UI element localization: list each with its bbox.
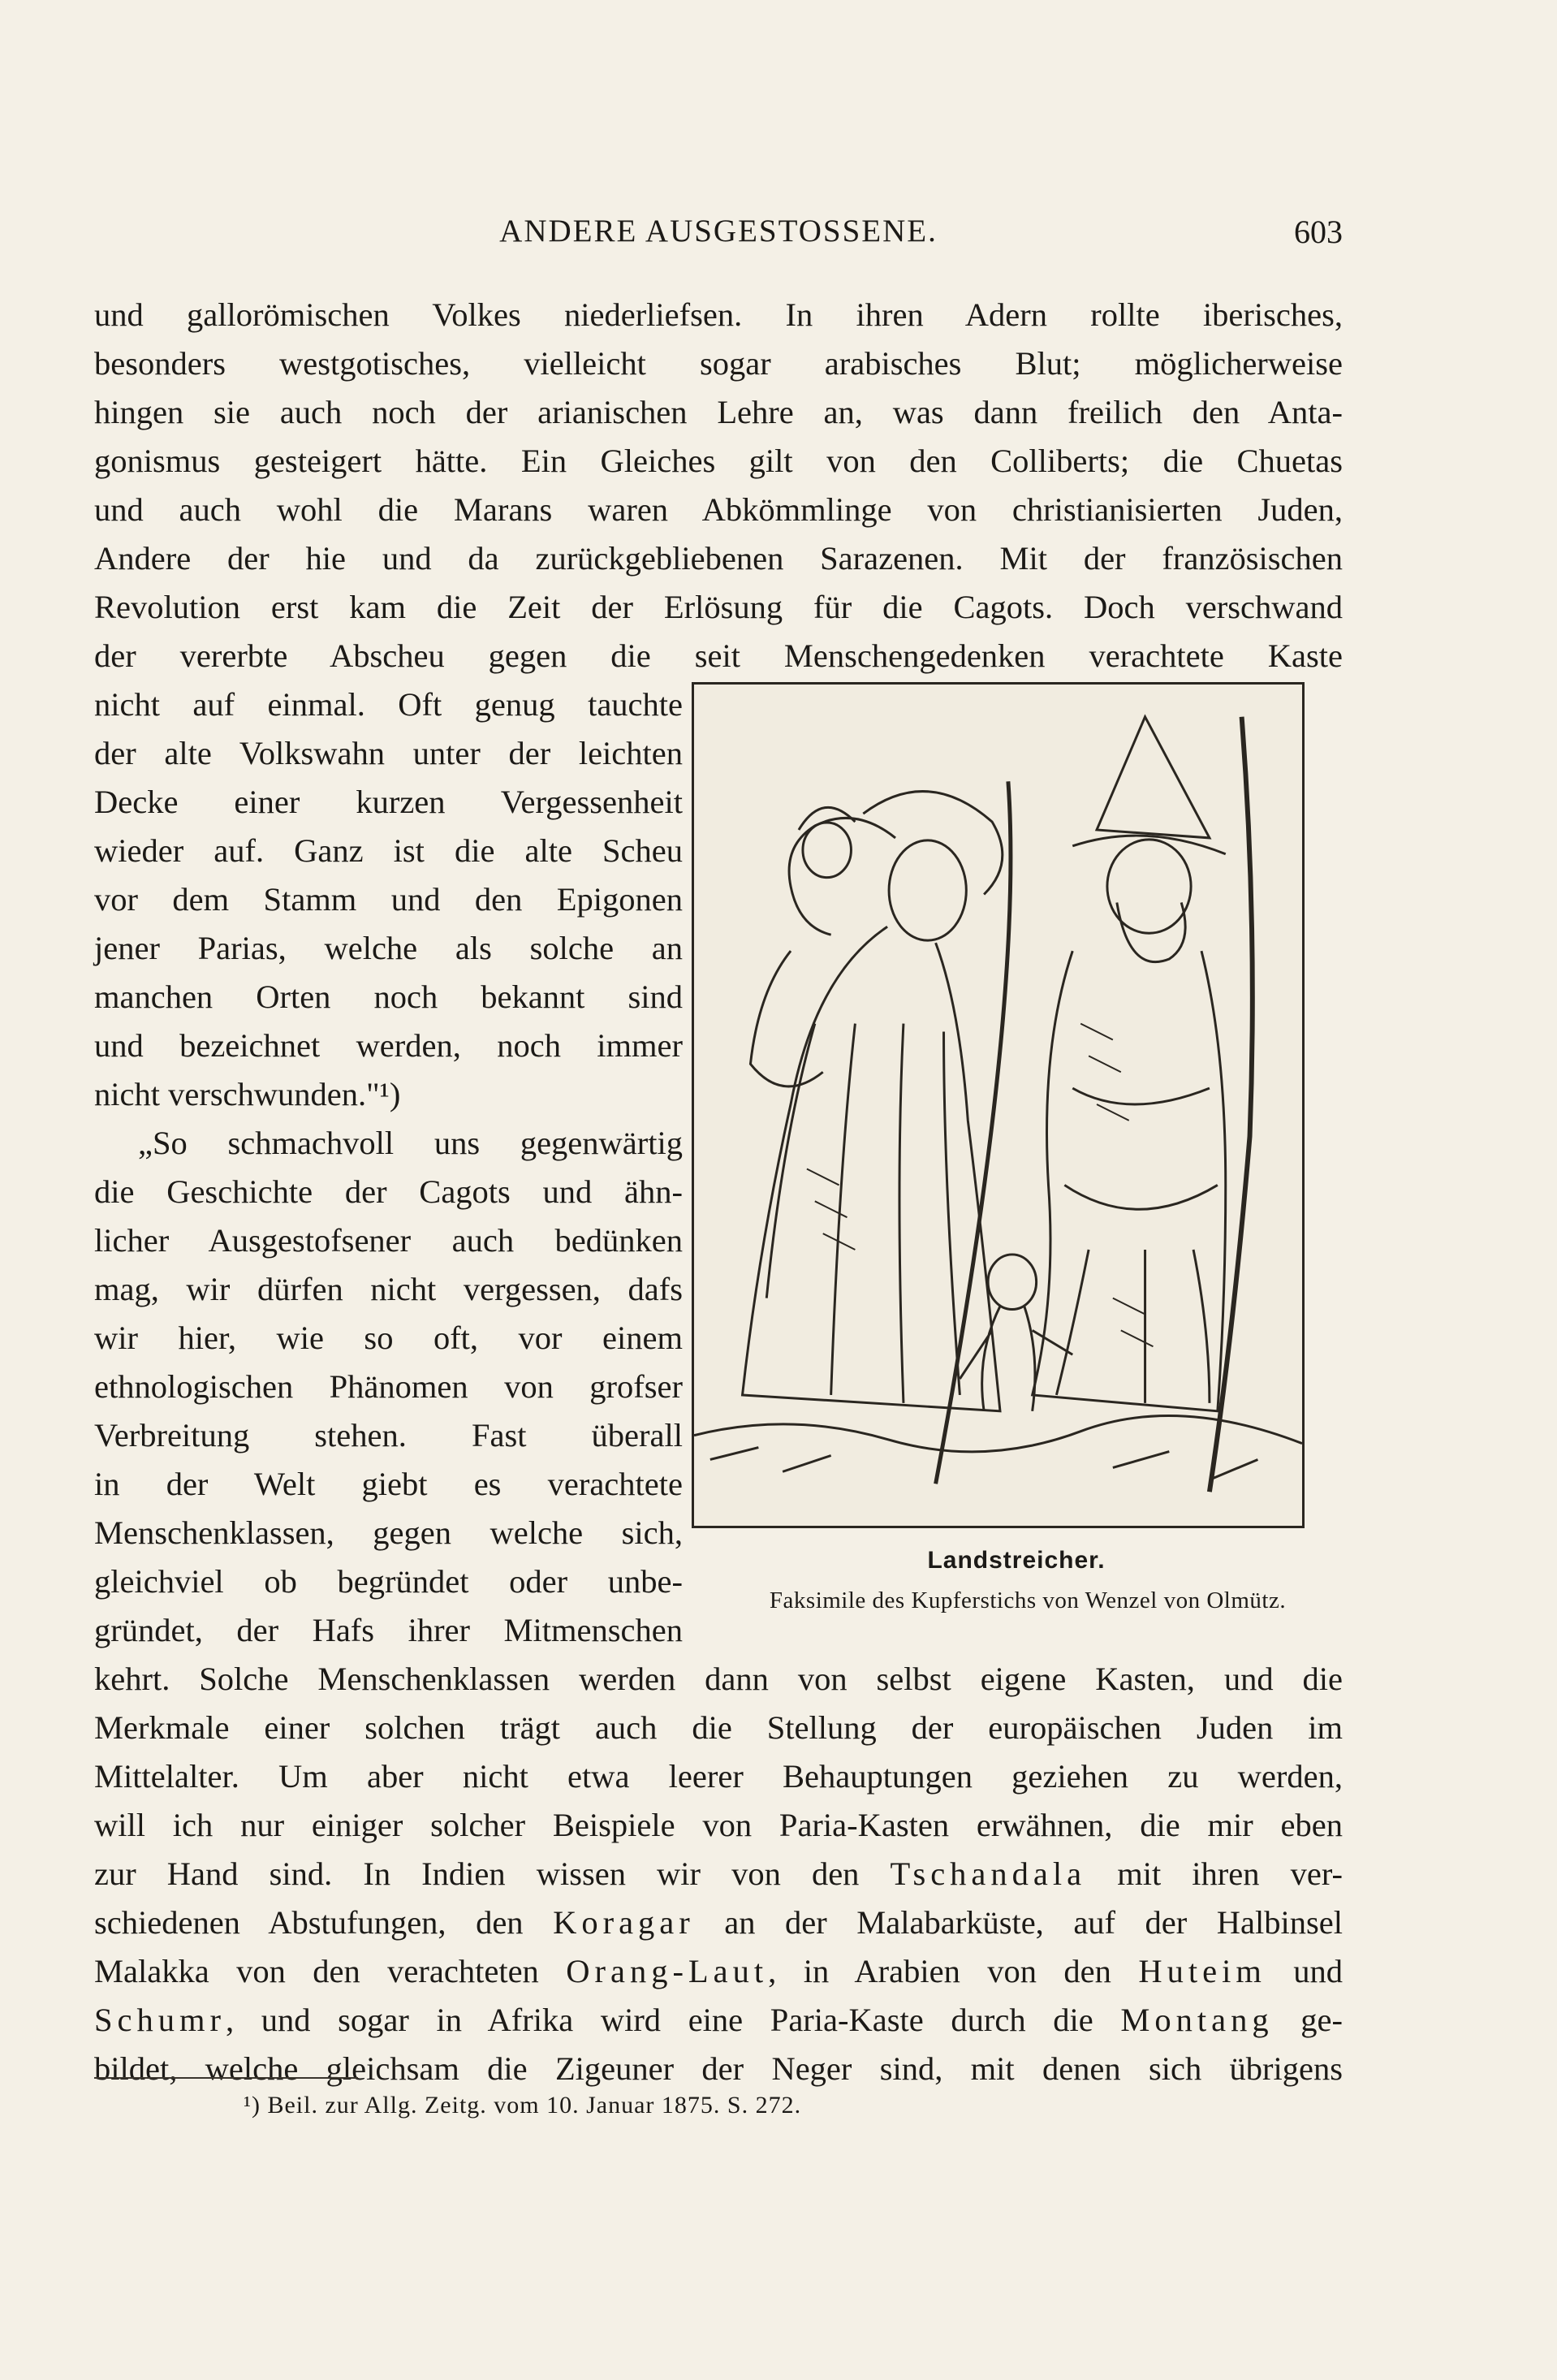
body-line: Menschenklassen, gegen welche sich, <box>94 1514 683 1551</box>
text-run: mit ihren ver- <box>1086 1855 1343 1892</box>
body-line: manchen Orten noch bekannt sind <box>94 978 683 1015</box>
body-line: die Geschichte der Cagots und ähn- <box>94 1173 683 1210</box>
body-line: gründet, der Hafs ihrer Mitmenschen <box>94 1612 683 1648</box>
body-line: mag, wir dürfen nicht vergessen, dafs <box>94 1271 683 1307</box>
spaced-term: Koragar <box>553 1904 695 1941</box>
body-line: „So schmachvoll uns gegenwärtig <box>138 1125 683 1161</box>
spaced-term: Orang-Laut <box>566 1953 769 1989</box>
figure-caption-title: Landstreicher. <box>927 1547 1106 1574</box>
text-run: an der Malabarküste, auf der Halbinsel <box>694 1904 1344 1941</box>
body-line: und gallorömischen Volkes niederliefsen. In ihren Adern rollte iberisches, <box>94 296 1343 333</box>
body-line: vor dem Stamm und den Epigonen <box>94 881 683 918</box>
spaced-term: Tschandala <box>890 1855 1087 1892</box>
text-run: ge- <box>1273 2002 1343 2038</box>
text-run: Malakka von den verachteten <box>94 1953 567 1989</box>
body-line: der vererbte Abscheu gegen die seit Menschengedenken verachtete Kaste <box>94 637 1343 674</box>
body-line: Verbreitung stehen. Fast überall <box>94 1417 683 1453</box>
footnote: ¹) Beil. zur Allg. Zeitg. vom 10. Januar 1875. S. 272. <box>244 2092 802 2119</box>
page-number: 603 <box>1294 214 1343 250</box>
body-line: nicht auf einmal. Oft genug tauchte <box>94 686 683 723</box>
body-line: will ich nur einiger solcher Beispiele von Paria-Kasten erwähnen, die mir eben <box>94 1807 1343 1843</box>
text-run: zur Hand sind. In Indien wissen wir von den <box>94 1855 891 1892</box>
spaced-term: Huteim <box>1138 1953 1266 1989</box>
body-line: und bezeichnet werden, noch immer <box>94 1027 683 1064</box>
text-run: und <box>1266 1953 1344 1989</box>
body-line <box>94 1850 1343 1898</box>
body-line: nicht verschwunden."¹) <box>94 1076 401 1112</box>
body-line: jener Parias, welche als solche an <box>94 930 683 966</box>
body-line <box>94 1898 1343 1947</box>
body-line: hingen sie auch noch der arianischen Lehre an, was dann freilich den Anta- <box>94 394 1343 430</box>
body-line: Revolution erst kam die Zeit der Erlösung für die Cagots. Doch verschwand <box>94 589 1343 625</box>
body-line <box>94 1996 1343 2045</box>
body-line: kehrt. Solche Menschenklassen werden dann von selbst eigene Kasten, und die <box>94 1661 1343 1697</box>
body-line: wieder auf. Ganz ist die alte Scheu <box>94 832 683 869</box>
body-line: der alte Volkswahn unter der leichten <box>94 735 683 771</box>
chapter-title: ANDERE AUSGESTOSSENE. <box>499 214 938 248</box>
body-line: besonders westgotisches, vielleicht sogar arabisches Blut; möglicherweise <box>94 345 1343 382</box>
figure-caption-credit: Faksimile des Kupferstichs von Wenzel von Olmütz. <box>769 1587 1287 1613</box>
body-line: wir hier, wie so oft, vor einem <box>94 1320 683 1356</box>
body-line: gleichviel ob begründet oder unbe- <box>94 1563 683 1600</box>
spaced-term: Montang <box>1120 2002 1274 2038</box>
engraving-image <box>694 685 1302 1526</box>
engraving-illustration <box>692 682 1305 1528</box>
text-run: schiedenen Abstufungen, den <box>94 1904 554 1941</box>
body-line: Andere der hie und da zurückgebliebenen Sarazenen. Mit der französischen <box>94 540 1343 577</box>
footnote-rule <box>94 2077 358 2079</box>
body-line: und auch wohl die Marans waren Abkömmlinge von christianisierten Juden, <box>94 491 1343 528</box>
body-line: Merkmale einer solchen trägt auch die Stellung der europäischen Juden im <box>94 1709 1343 1746</box>
body-line: gonismus gesteigert hätte. Ein Gleiches gilt von den Colliberts; die Chuetas <box>94 443 1343 479</box>
body-line: bildet, welche gleichsam die Zigeuner der Neger sind, mit denen sich übrigens <box>94 2050 1343 2087</box>
text-run: , in Arabien von den <box>768 1953 1139 1989</box>
text-run: , und sogar in Afrika wird eine Paria-Kaste durch die <box>226 2002 1121 2038</box>
body-line: ethnologischen Phänomen von grofser <box>94 1368 683 1405</box>
body-line: Mittelalter. Um aber nicht etwa leerer Behauptungen geziehen zu werden, <box>94 1758 1343 1795</box>
running-head <box>94 213 1343 253</box>
body-line: Decke einer kurzen Vergessenheit <box>94 784 683 820</box>
body-line: in der Welt giebt es verachtete <box>94 1466 683 1502</box>
body-line <box>94 1947 1343 1996</box>
body-line: licher Ausgestofsener auch bedünken <box>94 1222 683 1259</box>
spaced-term: Schumr <box>94 2002 226 2038</box>
